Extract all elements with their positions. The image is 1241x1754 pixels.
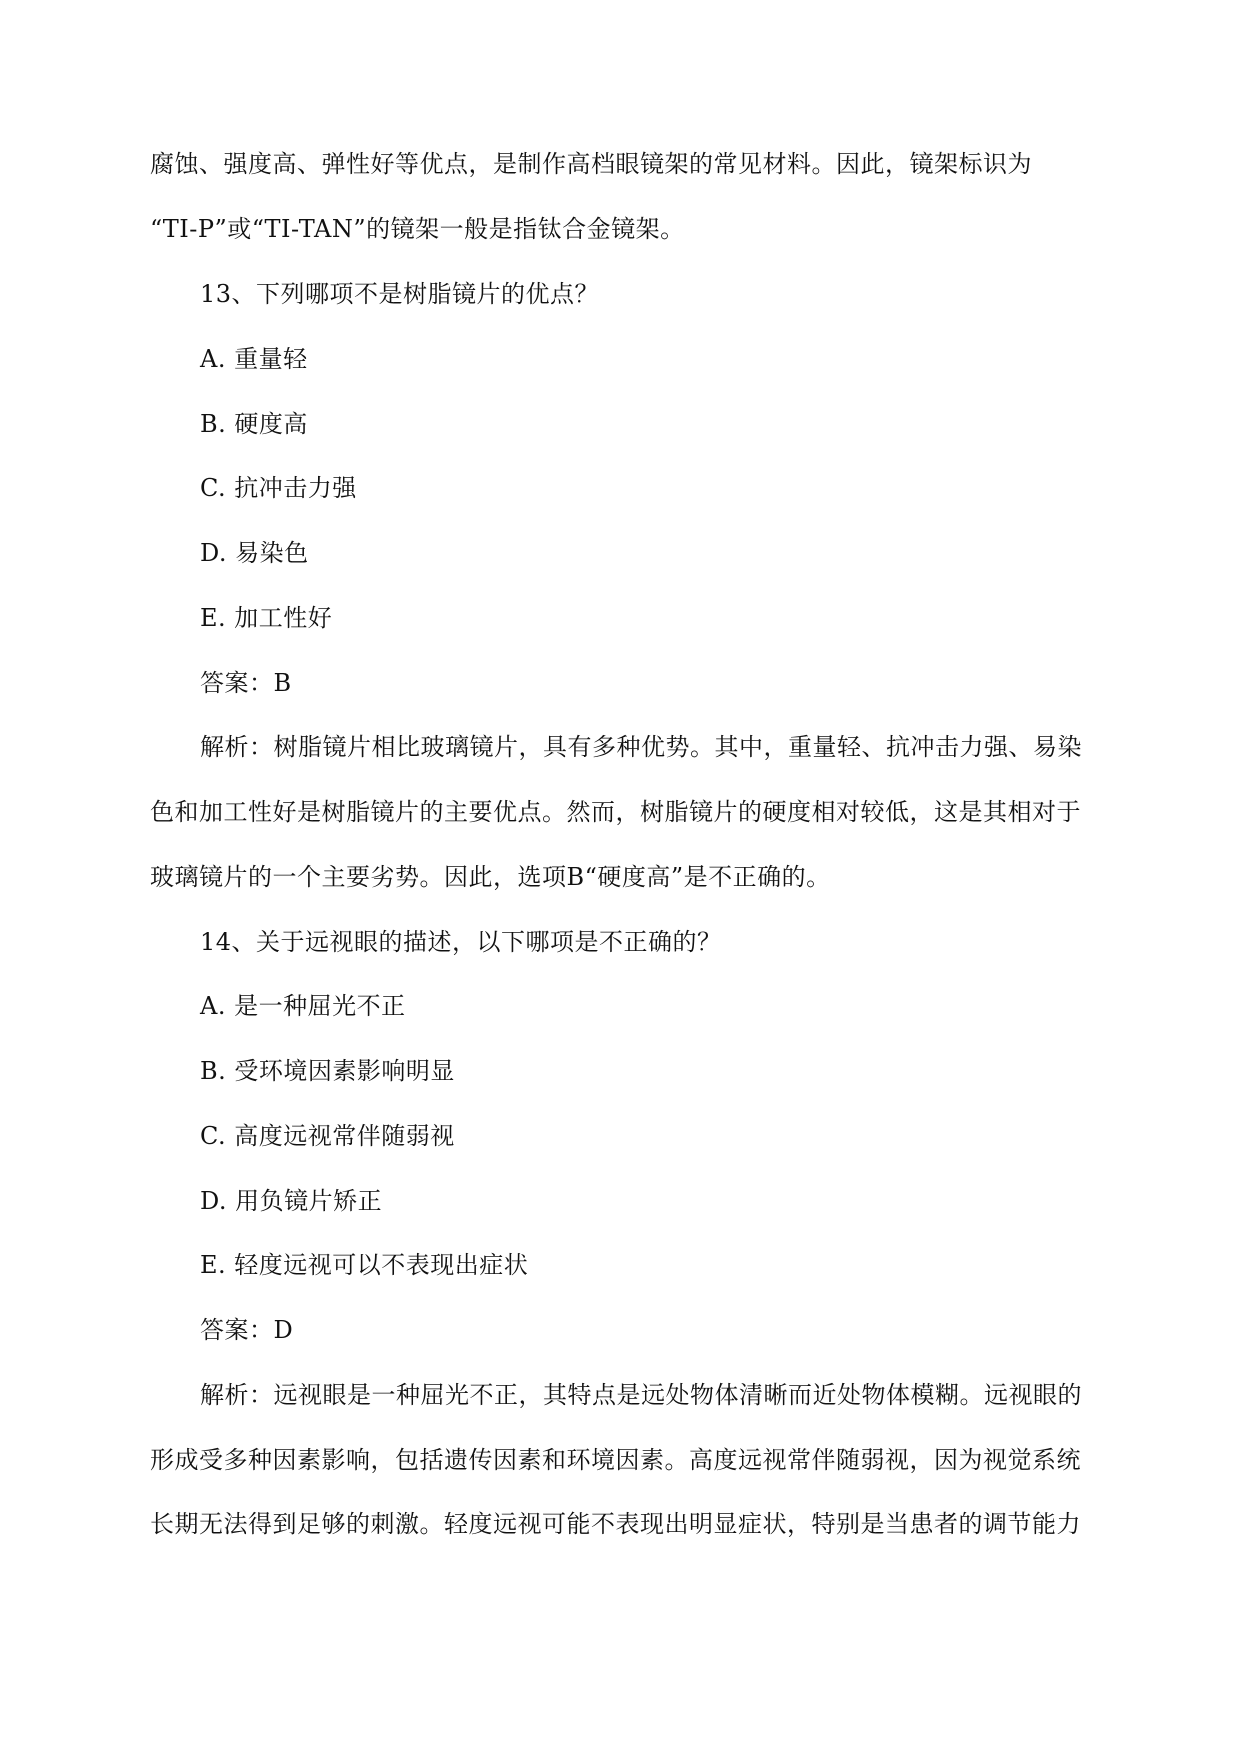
question-13-option-e: E. 加工性好 xyxy=(200,604,333,632)
question-13-analysis-line-1: 解析：树脂镜片相比玻璃镜片，具有多种优势。其中，重量轻、抗冲击力强、易染 xyxy=(200,733,1082,761)
question-13-analysis-line-3: 玻璃镜片的一个主要劣势。因此，选项B“硬度高”是不正确的。 xyxy=(150,863,831,891)
question-14-option-d: D. 用负镜片矫正 xyxy=(200,1187,383,1215)
question-14-option-e: E. 轻度远视可以不表现出症状 xyxy=(200,1251,529,1279)
question-13-option-a: A. 重量轻 xyxy=(200,345,308,373)
question-14-stem: 14、关于远视眼的描述，以下哪项是不正确的？ xyxy=(200,928,722,956)
question-13-option-c: C. 抗冲击力强 xyxy=(200,474,357,502)
intro-line-1: 腐蚀、强度高、弹性好等优点，是制作高档眼镜架的常见材料。因此，镜架标识为 xyxy=(150,150,1032,178)
question-14-option-c: C. 高度远视常伴随弱视 xyxy=(200,1122,455,1150)
question-14-option-a: A. 是一种屈光不正 xyxy=(200,992,406,1020)
question-13-analysis-line-2: 色和加工性好是树脂镜片的主要优点。然而，树脂镜片的硬度相对较低，这是其相对于 xyxy=(150,798,1081,826)
question-13-option-d: D. 易染色 xyxy=(200,539,309,567)
question-13-stem: 13、下列哪项不是树脂镜片的优点？ xyxy=(200,280,600,308)
question-14-answer: 答案：D xyxy=(200,1316,294,1344)
question-14-analysis-line-2: 形成受多种因素影响，包括遗传因素和环境因素。高度远视常伴随弱视，因为视觉系统 xyxy=(150,1446,1081,1474)
intro-line-2: “TI-P”或“TI-TAN”的镜架一般是指钛合金镜架。 xyxy=(150,215,685,243)
question-14-option-b: B. 受环境因素影响明显 xyxy=(200,1057,455,1085)
question-14-analysis-line-3: 长期无法得到足够的刺激。轻度远视可能不表现出明显症状，特别是当患者的调节能力 xyxy=(150,1510,1081,1538)
question-14-analysis-line-1: 解析：远视眼是一种屈光不正，其特点是远处物体清晰而近处物体模糊。远视眼的 xyxy=(200,1381,1082,1409)
question-13-option-b: B. 硬度高 xyxy=(200,410,308,438)
question-13-answer: 答案：B xyxy=(200,669,292,697)
